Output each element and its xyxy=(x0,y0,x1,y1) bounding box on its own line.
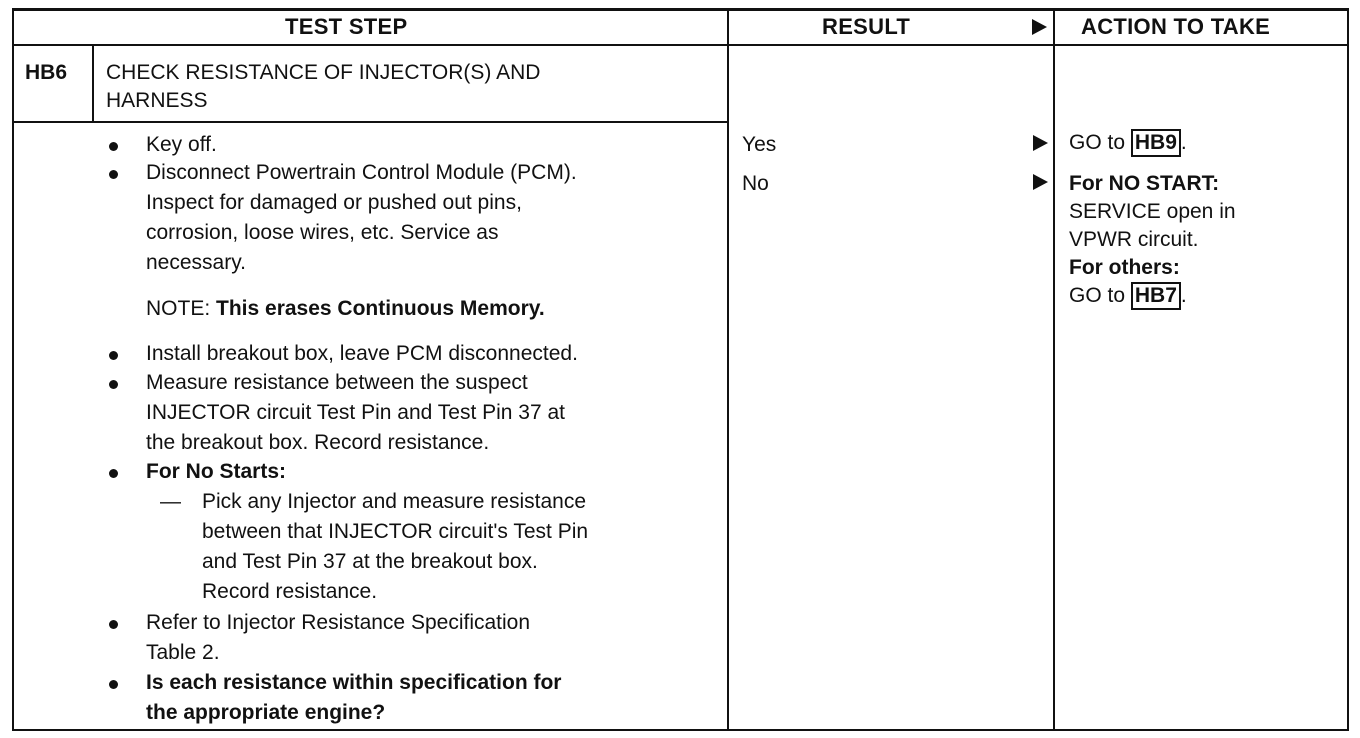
bullet-icon xyxy=(109,142,118,151)
step-pick-line: Pick any Injector and measure resistance xyxy=(202,490,587,513)
note-prefix: NOTE: xyxy=(146,297,217,320)
action-no-start-line2: VPWR circuit. xyxy=(1069,228,1199,251)
step-disconnect-line: necessary. xyxy=(146,251,246,274)
action-others-prefix: GO to xyxy=(1069,284,1131,307)
step-title-bottom-rule xyxy=(12,121,729,123)
step-measure-line: INJECTOR circuit Test Pin and Test Pin 37 at xyxy=(146,401,566,424)
header-action-to-take: ACTION TO TAKE xyxy=(1081,14,1271,39)
bullet-icon xyxy=(109,620,118,629)
col-rule-result xyxy=(727,8,729,731)
step-install-breakout-box: Install breakout box, leave PCM disconnected. xyxy=(146,342,578,365)
result-no: No xyxy=(742,172,769,195)
right-rule xyxy=(1347,8,1349,731)
action-no-start-line1: SERVICE open in xyxy=(1069,200,1236,223)
step-id: HB6 xyxy=(25,61,68,84)
action-others xyxy=(1069,281,1187,311)
step-question-line: Is each resistance within specification for xyxy=(146,671,562,694)
step-measure-line: Measure resistance between the suspect xyxy=(146,371,528,394)
step-refer-line: Refer to Injector Resistance Specification xyxy=(146,611,531,634)
step-refer-line: Table 2. xyxy=(146,641,220,664)
left-rule xyxy=(12,8,14,731)
step-disconnect-line: Disconnect Powertrain Control Module (PCM). xyxy=(146,161,577,184)
step-question xyxy=(146,668,561,728)
action-others-suffix: . xyxy=(1180,284,1187,307)
yes-arrow-icon xyxy=(1033,135,1048,151)
step-pick-line: Record resistance. xyxy=(202,580,378,603)
step-pick-line: between that INJECTOR circuit's Test Pin xyxy=(202,520,589,543)
step-title-line2: HARNESS xyxy=(106,89,208,112)
step-no-starts-label: For No Starts: xyxy=(146,460,287,483)
ref-hb7-link[interactable]: HB7 xyxy=(1131,282,1181,310)
step-pick-line: and Test Pin 37 at the breakout box. xyxy=(202,550,538,573)
result-yes: Yes xyxy=(742,133,777,156)
bullet-icon xyxy=(109,469,118,478)
col-rule-action xyxy=(1053,8,1055,731)
note-text: This erases Continuous Memory. xyxy=(216,297,545,320)
bottom-rule xyxy=(12,729,1349,731)
bullet-icon xyxy=(109,380,118,389)
step-title-line1: CHECK RESISTANCE OF INJECTOR(S) AND xyxy=(106,61,541,84)
step-disconnect-pcm xyxy=(146,158,577,278)
action-no-start-label: For NO START: xyxy=(1069,172,1220,195)
header-result: RESULT xyxy=(822,14,911,39)
bullet-icon xyxy=(109,170,118,179)
header-arrow-icon xyxy=(1032,19,1047,35)
bullet-icon xyxy=(109,351,118,360)
action-others-label: For others: xyxy=(1069,256,1180,279)
step-disconnect-line: Inspect for damaged or pushed out pins, xyxy=(146,191,522,214)
no-arrow-icon xyxy=(1033,174,1048,190)
action-yes-suffix: . xyxy=(1180,131,1187,154)
step-pick-injector xyxy=(202,487,588,607)
step-measure-line: the breakout box. Record resistance. xyxy=(146,431,490,454)
step-key-off: Key off. xyxy=(146,133,217,156)
step-id-divider xyxy=(92,44,94,122)
action-yes xyxy=(1069,128,1187,158)
bullet-icon xyxy=(109,680,118,689)
note xyxy=(146,294,545,324)
step-question-line: the appropriate engine? xyxy=(146,701,386,724)
header-bottom-rule xyxy=(12,44,1349,46)
top-rule xyxy=(12,8,1349,11)
step-measure-resistance xyxy=(146,368,565,458)
ref-hb9-link[interactable]: HB9 xyxy=(1131,129,1181,157)
dash-icon: — xyxy=(160,490,181,513)
header-test-step: TEST STEP xyxy=(285,14,408,39)
action-yes-prefix: GO to xyxy=(1069,131,1131,154)
step-disconnect-line: corrosion, loose wires, etc. Service as xyxy=(146,221,499,244)
step-refer-spec xyxy=(146,608,530,668)
